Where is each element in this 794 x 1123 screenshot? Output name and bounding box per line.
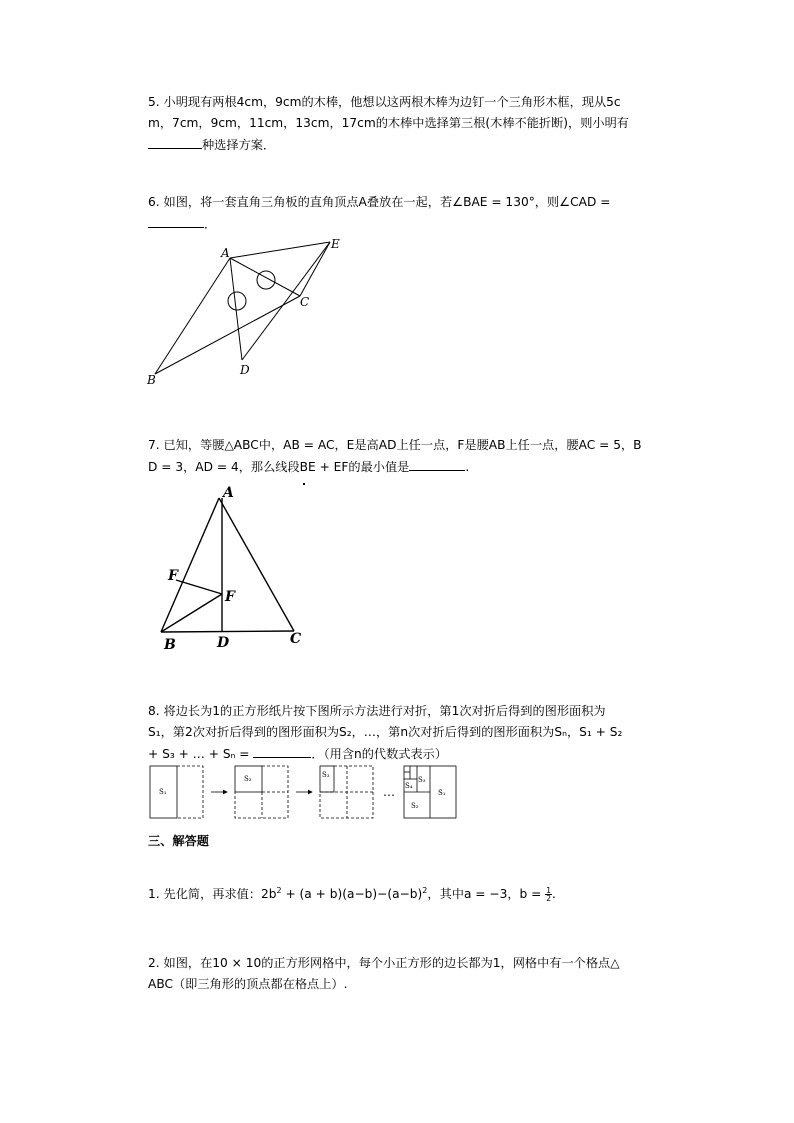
- q7-line-2-end: .: [465, 460, 470, 474]
- segment-AB: [155, 258, 230, 374]
- q7-figure: [150, 480, 320, 655]
- answer-blank: [148, 136, 202, 149]
- q6-line-2: [148, 215, 216, 232]
- segment-AC: [230, 258, 300, 296]
- q8-line-3: [148, 745, 447, 762]
- fraction-denominator: 2: [546, 894, 552, 903]
- side-AC: [219, 498, 294, 631]
- label-s1: S₁: [159, 788, 167, 796]
- answer-blank: [409, 458, 465, 471]
- segment-DE: [242, 242, 330, 360]
- label-E: E: [331, 237, 340, 251]
- q8-line-2: S₁，第2次对折后得到的图形面积为S₂，…，第n次对折后得到的图形面积为Sₙ，S₁ + S₂: [148, 725, 623, 739]
- label-s3-final: S₃: [418, 776, 426, 784]
- label-B: B: [164, 637, 176, 653]
- q6-line-2-text: ．: [204, 217, 217, 231]
- p1-line: [148, 886, 556, 902]
- segment-BE: [161, 594, 222, 632]
- label-F: F: [168, 568, 178, 584]
- segment-FE: [176, 580, 222, 594]
- fraction-numerator: 1: [546, 886, 552, 895]
- segment-CB: [155, 296, 300, 374]
- q8-line-1: 8. 将边长为1的正方形纸片按下图所示方法进行对折，第1次对折后得到的图形面积为: [148, 704, 606, 718]
- p1-prefix: 1. 先化简，再求值：2b: [148, 887, 277, 901]
- answer-blank: [253, 745, 311, 758]
- label-C: C: [290, 631, 302, 647]
- p1-end: .: [552, 887, 556, 901]
- label-A: A: [223, 485, 234, 501]
- base-BC: [161, 631, 294, 632]
- q6-figure: [140, 232, 360, 392]
- label-F-on-AD: F: [225, 589, 235, 605]
- stray-dot: [303, 483, 305, 485]
- q5-line-2: m，7cm，9cm，11cm，13cm，17cm的木棒中选择第三根(木棒不能折断)，则小明有: [148, 116, 629, 130]
- segment-AE: [230, 242, 330, 258]
- label-s4-final: S₄: [405, 782, 413, 790]
- p1-exponent-2: 2: [422, 885, 428, 895]
- q5-line-3: [148, 136, 275, 153]
- p2-line-2: ABC（即三角形的顶点都在格点上）.: [148, 977, 348, 991]
- side-AB: [161, 498, 219, 632]
- q6-line-1: 6. 如图，将一套直角三角板的直角顶点A叠放在一起，若∠BAE = 130°，则∠CAD =: [148, 195, 611, 209]
- label-A: A: [221, 246, 230, 260]
- label-s3: S₃: [322, 771, 330, 779]
- label-D: D: [240, 363, 250, 377]
- label-s2: S₂: [244, 775, 252, 783]
- q5-line-1: 5. 小明现有两根4cm，9cm的木棒，他想以这两根木棒为边钉一个三角形木框，现从5c: [148, 95, 621, 109]
- q5-line-3-text: 种选择方案．: [202, 138, 276, 152]
- label-C: C: [300, 295, 310, 309]
- q8-folding-figure: [145, 762, 465, 822]
- fold-3-solid: [320, 766, 334, 792]
- fold-1-dashed: [177, 766, 203, 818]
- ellipsis: …: [383, 785, 395, 799]
- label-s1-final: S₁: [438, 789, 446, 797]
- q7-line-2-text: D = 3，AD = 4，那么线段BE + EF的最小值是: [148, 460, 410, 474]
- answer-blank: [148, 215, 204, 228]
- p2-line-1: 2. 如图，在10 × 10的正方形网格中，每个小正方形的边长都为1，网格中有一个格点△: [148, 956, 620, 970]
- hole-circle: [228, 292, 246, 310]
- q8-line-3-end: ．（用含n的代数式表示）: [311, 747, 448, 761]
- q7-line-1: 7. 已知，等腰△ABC中，AB = AC，E是高AD上任一点，F是腰AB上任一点，腰AC = 5，B: [148, 438, 642, 452]
- q7-line-2: [148, 458, 469, 475]
- hole-circle: [257, 271, 275, 289]
- fraction-one-half: [545, 887, 552, 902]
- section-heading: 三、解答题: [148, 834, 209, 848]
- p1-exponent-1: 2: [276, 885, 282, 895]
- p1-suffix: ，其中a = −3，b =: [427, 887, 546, 901]
- label-B: B: [147, 373, 156, 387]
- label-D: D: [217, 635, 230, 651]
- label-s2-final: S₂: [411, 802, 419, 810]
- p1-middle: + (a + b)(a−b)−(a−b): [281, 887, 423, 901]
- q8-line-3-text: + S₃ + … + Sₙ =: [148, 747, 250, 761]
- segment-EC: [300, 242, 330, 296]
